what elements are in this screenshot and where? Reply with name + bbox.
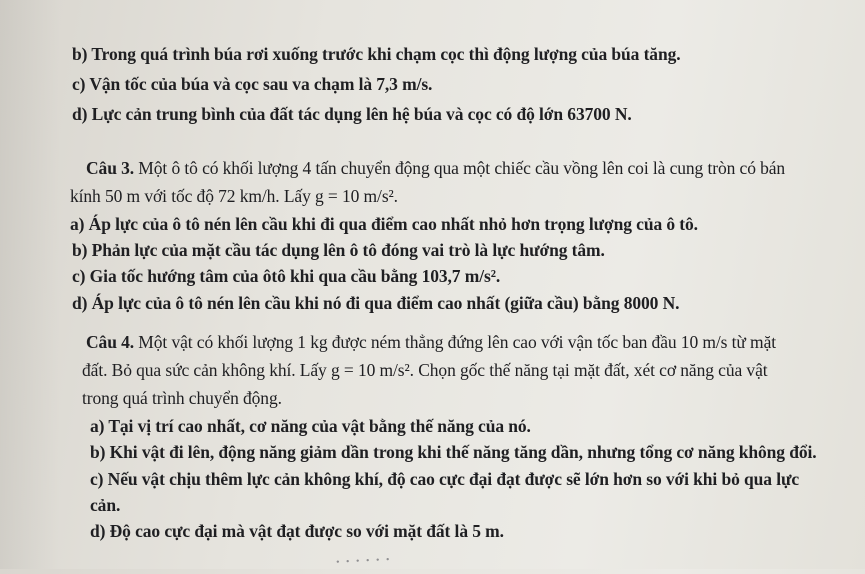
statement-a-q4: a) Tại vị trí cao nhất, cơ năng của vật bằng thế năng của nó.: [90, 416, 531, 436]
question-4-line3: trong quá trình chuyển động.: [82, 388, 282, 408]
statement-b-q4: b) Khi vật đi lên, động năng giảm dần trong khi thế năng tăng dần, nhưng tổng cơ năng không đổi.: [90, 442, 817, 462]
question-4-line2: đất. Bỏ qua sức cản không khí. Lấy g = 10 m/s². Chọn gốc thế năng tại mặt đất, xét cơ năng của vật: [82, 360, 768, 380]
question-3-line2: kính 50 m với tốc độ 72 km/h. Lấy g = 10 m/s².: [70, 186, 398, 206]
handwritten-scribble: · · · · · ·: [334, 548, 391, 574]
statement-b-q2: b) Trong quá trình búa rơi xuống trước khi chạm cọc thì động lượng của búa tăng.: [72, 44, 681, 64]
question-3-line1: [86, 157, 785, 179]
statement-d-q3: d) Áp lực của ô tô nén lên cầu khi nó đi qua điểm cao nhất (giữa cầu) bằng 8000 N.: [72, 293, 680, 313]
statement-d-q2: d) Lực cản trung bình của đất tác dụng lên hệ búa và cọc có độ lớn 63700 N.: [72, 104, 632, 124]
statement-a-q3: a) Áp lực của ô tô nén lên cầu khi đi qua điểm cao nhất nhỏ hơn trọng lượng của ô tô.: [70, 214, 698, 234]
statement-c-q3: c) Gia tốc hướng tâm của ôtô khi qua cầu bằng 103,7 m/s².: [72, 266, 501, 286]
question-3-label: Câu 3.: [86, 158, 135, 178]
question-4-text: Một vật có khối lượng 1 kg được ném thẳng đứng lên cao với vận tốc ban đầu 10 m/s từ mặt: [134, 332, 776, 352]
statement-d-q4: d) Độ cao cực đại mà vật đạt được so với mặt đất là 5 m.: [90, 521, 504, 541]
statement-c-q4: c) Nếu vật chịu thêm lực cản không khí, độ cao cực đại đạt được sẽ lớn hơn so với khi bỏ qua lực: [90, 469, 800, 489]
page-edge-shadow: [0, 0, 60, 569]
question-4-label: Câu 4.: [86, 332, 135, 352]
statement-c-q4-cont: cản.: [90, 495, 121, 515]
question-3-text: Một ô tô có khối lượng 4 tấn chuyển động qua một chiếc cầu vồng lên coi là cung tròn có bán: [134, 158, 786, 178]
statement-b-q3: b) Phản lực của mặt cầu tác dụng lên ô tô đóng vai trò là lực hướng tâm.: [72, 240, 605, 260]
question-4-line1: [86, 331, 776, 353]
statement-c-q2: c) Vận tốc của búa và cọc sau va chạm là 7,3 m/s.: [72, 74, 433, 94]
